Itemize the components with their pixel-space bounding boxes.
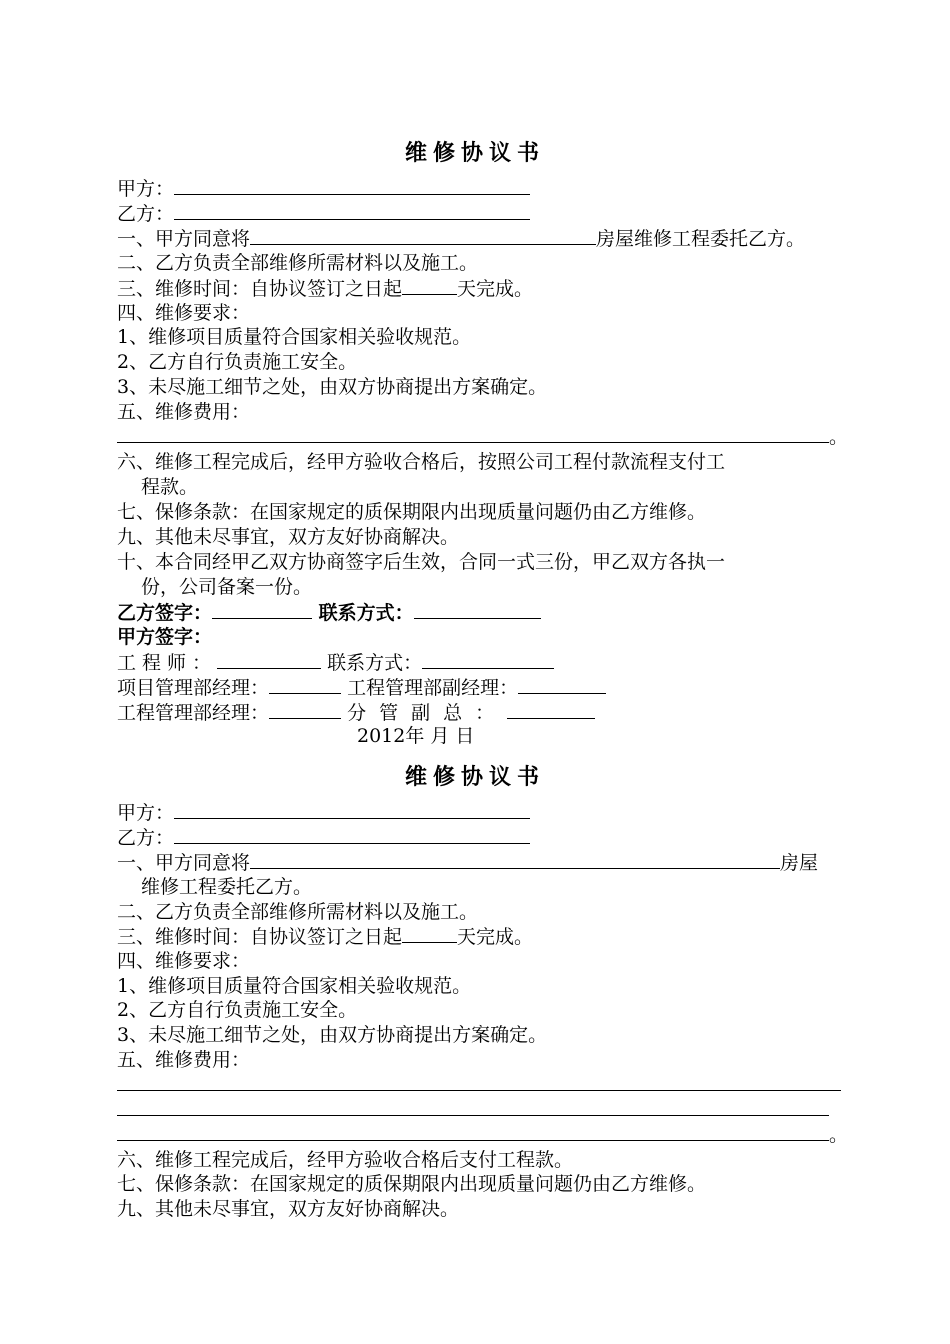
party-b-label: 乙方： — [117, 203, 175, 225]
doc1-item10-line1: 十、本合同经甲乙双方协商签字后生效，合同一式三份，甲乙双方各执一 — [117, 551, 726, 573]
doc1-title: 维修协议书 — [404, 140, 545, 166]
item3-suffix: 天完成。 — [457, 926, 534, 948]
doc1-party-a — [117, 176, 530, 201]
pm-manager-blank[interactable] — [269, 675, 341, 694]
doc2-fee-line — [117, 1122, 848, 1147]
item1-suffix: 房屋 — [780, 852, 819, 874]
fee-end: 。 — [829, 426, 849, 448]
doc1-req2: 2、乙方自行负责施工安全。 — [117, 351, 358, 373]
doc2-item4: 四、维修要求： — [117, 950, 251, 972]
doc2-item6: 六、维修工程完成后，经甲方验收合格后支付工程款。 — [117, 1149, 574, 1171]
contact-label: 联系方式： — [318, 602, 414, 624]
doc1-req3: 3、未尽施工细节之处，由双方协商提出方案确定。 — [117, 376, 548, 398]
doc2-item7: 七、保修条款：在国家规定的质保期限内出现质量问题仍由乙方维修。 — [117, 1173, 707, 1195]
doc1-item7: 七、保修条款：在国家规定的质保期限内出现质量问题仍由乙方维修。 — [117, 501, 707, 523]
eng-manager-blank[interactable] — [269, 700, 341, 719]
doc1-sign-b — [117, 600, 541, 625]
sign-b-blank[interactable] — [212, 600, 312, 619]
item3-prefix: 三、维修时间：自协议签订之日起 — [117, 278, 403, 300]
fee-rule-2[interactable] — [117, 1115, 829, 1116]
doc2-req1: 1、维修项目质量符合国家相关验收规范。 — [117, 975, 472, 997]
sign-b-label: 乙方签字： — [117, 602, 213, 624]
item1-suffix: 房屋维修工程委托乙方。 — [596, 228, 806, 250]
fee-rule-1[interactable] — [117, 1090, 841, 1091]
contact2-label: 联系方式： — [327, 652, 423, 674]
doc2-party-a — [117, 800, 530, 825]
doc2-item3 — [117, 924, 533, 949]
doc1-item1 — [117, 226, 805, 251]
contact-blank[interactable] — [414, 600, 541, 619]
doc2-party-b — [117, 825, 530, 850]
doc1-item6-line2: 程款。 — [141, 476, 199, 498]
engineer-label: 工程师： — [117, 652, 218, 674]
doc1-item3 — [117, 276, 533, 301]
doc1-eng-row — [117, 700, 595, 725]
doc1-item9: 九、其他未尽事宜，双方友好协商解决。 — [117, 526, 460, 548]
doc2-req2: 2、乙方自行负责施工安全。 — [117, 999, 358, 1021]
fee-blank[interactable] — [117, 1122, 829, 1141]
engineer-blank[interactable] — [217, 650, 321, 669]
party-b-label: 乙方： — [117, 827, 175, 849]
party-a-label: 甲方： — [117, 802, 175, 824]
property-blank[interactable] — [250, 850, 780, 869]
branch-gm-label: 分管副总： — [347, 702, 508, 724]
doc1-fee-line — [117, 424, 848, 449]
doc1-engineer — [117, 650, 554, 675]
branch-gm-blank[interactable] — [507, 700, 595, 719]
doc1-sign-a: 甲方签字： — [117, 626, 213, 648]
item1-prefix: 一、甲方同意将 — [117, 228, 251, 250]
doc2-req3: 3、未尽施工细节之处，由双方协商提出方案确定。 — [117, 1024, 548, 1046]
doc1-item2: 二、乙方负责全部维修所需材料以及施工。 — [117, 252, 479, 274]
doc1-date: 2012年 月 日 — [357, 725, 475, 747]
item1-prefix: 一、甲方同意将 — [117, 852, 251, 874]
doc2-item1-line2: 维修工程委托乙方。 — [141, 876, 313, 898]
fee-blank[interactable] — [117, 424, 829, 443]
party-b-blank[interactable] — [174, 201, 530, 220]
party-a-blank[interactable] — [174, 176, 530, 195]
doc2-item2: 二、乙方负责全部维修所需材料以及施工。 — [117, 901, 479, 923]
eng-deputy-blank[interactable] — [518, 675, 606, 694]
doc1-item4: 四、维修要求： — [117, 302, 251, 324]
doc2-title: 维修协议书 — [404, 764, 545, 790]
doc1-item6-line1: 六、维修工程完成后，经甲方验收合格后，按照公司工程付款流程支付工 — [117, 451, 726, 473]
doc2-item9: 九、其他未尽事宜，双方友好协商解决。 — [117, 1198, 460, 1220]
fee-end: 。 — [829, 1124, 849, 1146]
days-blank[interactable] — [402, 924, 457, 943]
eng-manager-label: 工程管理部经理： — [117, 702, 270, 724]
doc2-item1 — [117, 850, 818, 875]
doc1-party-b — [117, 201, 530, 226]
doc1-item10-line2: 份，公司备案一份。 — [141, 576, 313, 598]
doc1-req1: 1、维修项目质量符合国家相关验收规范。 — [117, 326, 472, 348]
days-blank[interactable] — [402, 276, 457, 295]
doc1-pm-row — [117, 675, 606, 700]
property-blank[interactable] — [250, 226, 596, 245]
pm-manager-label: 项目管理部经理： — [117, 677, 270, 699]
doc1-item5: 五、维修费用： — [117, 401, 251, 423]
party-b-blank[interactable] — [174, 825, 530, 844]
eng-deputy-label: 工程管理部副经理： — [347, 677, 519, 699]
contact2-blank[interactable] — [422, 650, 554, 669]
doc2-item5: 五、维修费用： — [117, 1049, 251, 1071]
item3-prefix: 三、维修时间：自协议签订之日起 — [117, 926, 403, 948]
party-a-blank[interactable] — [174, 800, 530, 819]
item3-suffix: 天完成。 — [457, 278, 534, 300]
party-a-label: 甲方： — [117, 178, 175, 200]
